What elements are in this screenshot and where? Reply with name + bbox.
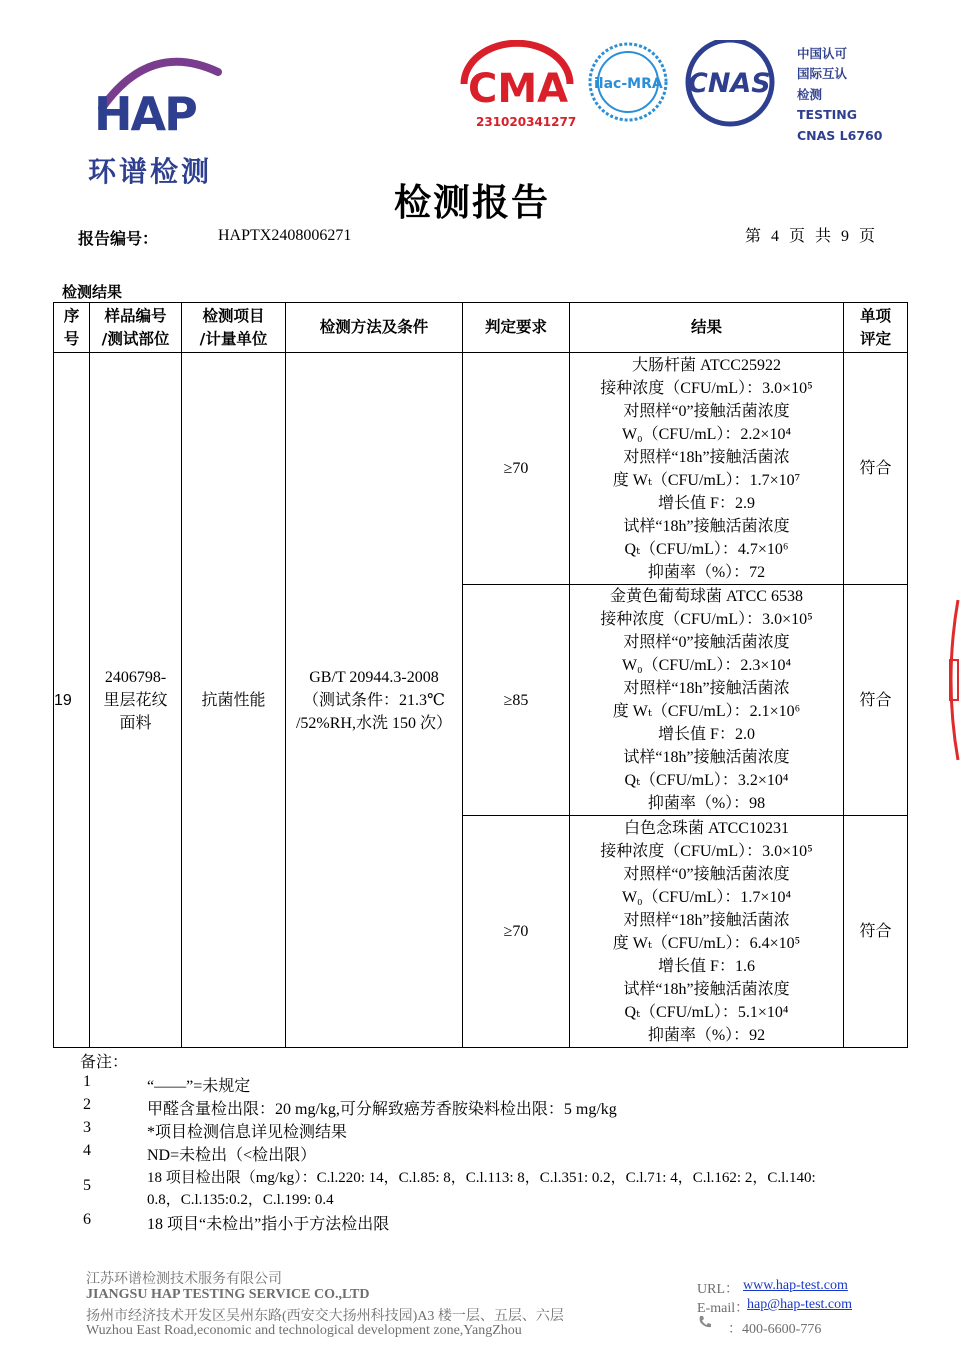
stamp-fragment [938,600,960,760]
report-number-label: 报告编号： [78,229,159,248]
header-evaluation: 单项 评定 [859,306,891,348]
cma-text: CMA [468,66,569,112]
header-result: 结果 [690,318,722,336]
ilac-mra-logo [590,44,666,120]
note-index: 4 [83,1142,91,1159]
note-index: 2 [83,1096,91,1113]
section-label: 检测结果 [62,283,123,301]
footer-email-label: E-mail： [697,1301,750,1316]
cma-number: 231020341277 [476,115,577,129]
header-requirement: 判定要求 [484,318,547,336]
company-name-cn: 环谱检测 [88,155,213,188]
evaluation-cell: 符合 [859,691,892,709]
cnas-line: 检测 [797,87,823,102]
footer-url-label: URL： [697,1282,739,1297]
evaluation-cell: 符合 [859,923,892,940]
note-text: 甲醛含量检出限：20 mg/kg,可分解致癌芳香胺染料检出限：5 mg/kg [147,1101,617,1118]
cnas-line: 中国认可 [797,46,848,61]
ilac-mra-text: ilac-MRA [594,76,663,92]
footer-company-cn: 江苏环谱检测技术服务有限公司 [86,1272,282,1287]
footer-company-en: JIANGSU HAP TESTING SERVICE CO.,LTD [86,1287,370,1302]
note-text: 18 项目“未检出”指小于方法检出限 [147,1216,390,1233]
note-text: “——”=未规定 [147,1078,251,1095]
header-method: 检测方法及条件 [319,318,429,336]
cma-logo [464,43,576,129]
cnas-line: CNAS L6760 [797,128,883,143]
row-seq: 19 [54,691,72,709]
header-item: 检测项目 /计量单位 [199,306,268,348]
result-cell: 金黄色葡萄球菌 ATCC 6538 接种浓度（CFU/mL）：3.0×10⁵ 对照样“0”接触活菌浓度 W₀（CFU/mL）：2.3×10⁴ 对照样“18h”接触活菌浓 度 Wₜ（CFU/mL）：2.1×10⁶ 增长值 F：2.0 试样“18h”接触活菌浓度 Qₜ（CFU/mL）：3.2×10⁴ 抑菌率（%）：98 [600,588,813,812]
footer-email-link[interactable]: hap@hap-test.com [747,1297,853,1312]
notes-title: 备注： [80,1054,129,1071]
footer-address-en: Wuzhou East Road,economic and technological development zone,YangZhou [86,1323,522,1338]
page-number: 第 4 页 共 9 页 [745,228,876,245]
report-number: HAPTX2408006271 [218,227,352,244]
cnas-text: CNAS [688,68,771,99]
hap-logo-text: HAP [94,87,196,141]
header-sample: 样品编号 /测试部位 [101,306,170,348]
row-method: GB/T 20944.3-2008 （测试条件：21.3℃ /52%RH,水洗 150 次） [295,668,452,732]
results-table [53,302,908,1048]
note-index: 6 [83,1211,91,1228]
note-index: 5 [83,1177,91,1194]
row-sample: 2406798- 里层花纹 面料 [103,668,168,732]
note-index: 1 [83,1073,91,1090]
report-title: 检测报告 [394,180,550,224]
requirement-cell: ≥85 [503,691,529,709]
footer-url-link[interactable]: www.hap-test.com [743,1278,848,1293]
evaluation-cell: 符合 [859,460,892,477]
cnas-line: 国际互认 [797,66,848,81]
requirement-cell: ≥70 [503,460,529,477]
note-text: 18 项目检出限（mg/kg）：C.l.220: 14，C.l.85: 8，C.l.113: 8，C.l.351: 0.2，C.l.71: 4，C.l.162: 2，C.l.140: [147,1170,816,1186]
note-text: 0.8，C.l.135:0.2，C.l.199: 0.4 [147,1192,334,1208]
note-text: *项目检测信息详见检测结果 [147,1124,348,1141]
certification-logos [458,40,788,132]
header-seq: 序 号 [63,306,80,348]
row-item: 抗菌性能 [201,691,266,709]
result-cell: 白色念珠菌 ATCC10231 接种浓度（CFU/mL）：3.0×10⁵ 对照样“0”接触活菌浓度 W₀（CFU/mL）：1.7×10⁴ 对照样“18h”接触活菌浓 度 Wₜ（CFU/mL）：6.4×10⁵ 增长值 F：1.6 试样“18h”接触活菌浓度 Qₜ（CFU/mL）：5.1×10⁴ 抑菌率（%）：92 [600,819,813,1044]
phone-icon [697,1314,713,1330]
note-index: 3 [83,1119,91,1136]
requirement-cell: ≥70 [503,923,529,940]
result-cell: 大肠杆菌 ATCC25922 接种浓度（CFU/mL）：3.0×10⁵ 对照样“0”接触活菌浓度 W₀（CFU/mL）：2.2×10⁴ 对照样“18h”接触活菌浓 度 Wₜ（CFU/mL）：1.7×10⁷ 增长值 F：2.9 试样“18h”接触活菌浓度 Qₜ（CFU/mL）：4.7×10⁶ 抑菌率（%）：72 [600,356,813,581]
footer-address-cn: 扬州市经济技术开发区吴州东路(西安交大扬州科技园)A3 楼一层、五层、六层 [86,1309,564,1324]
cnas-line: TESTING [797,107,857,122]
note-text: ND=未检出（<检出限） [147,1147,317,1164]
cnas-logo [688,40,772,124]
footer-phone: ：400-6600-776 [728,1322,822,1337]
